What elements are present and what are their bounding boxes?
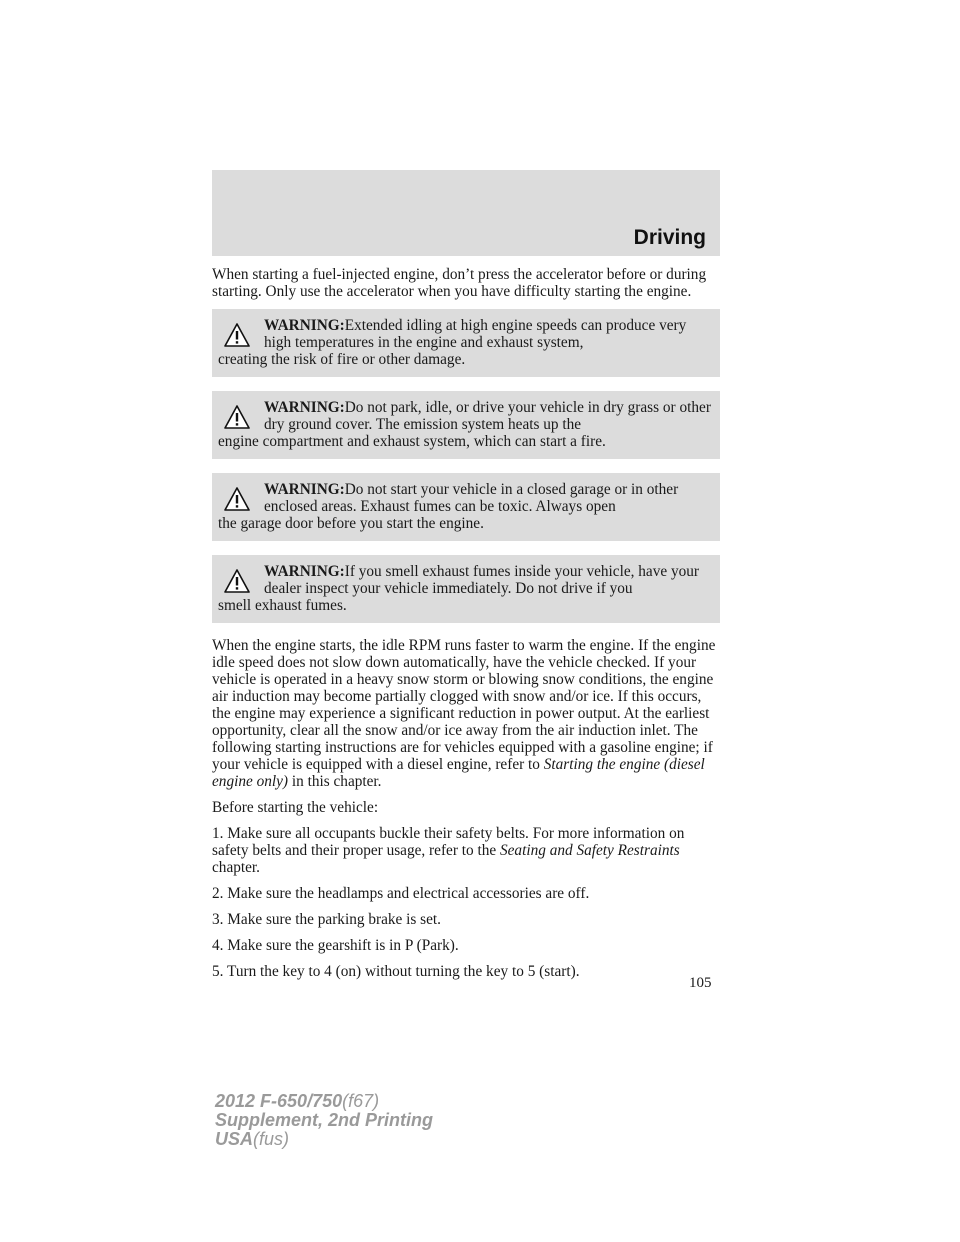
section-title: Driving <box>633 226 706 249</box>
warning-text: Do not start your vehicle in a closed garage or in other enclosed areas. Exhaust fumes can be toxic. Always open <box>264 481 679 515</box>
warning-text-continued: smell exhaust fumes. <box>218 597 347 614</box>
footer-supplement: Supplement, 2nd Printing <box>215 1110 434 1130</box>
warning-triangle-icon <box>224 569 250 593</box>
engine-start-paragraph: When the engine starts, the idle RPM runs faster to warm the engine. If the engine idle speed does not slow down automatically, have the vehicle checked. If your vehicle is operated in a heavy snow storm or blowing snow conditions, the engine air induction may become partially clogged with snow and/or ice. If this occurs, the engine may experience a significant reduction in power output. At the earliest opportunity, clear all the snow and/or ice away from the air induction inlet. The following starting instructions are for vehicles equipped with a gasoline engine; if your vehicle is equipped with a diesel engine, refer to Starting the engine (diesel engine only) in this chapter. <box>212 637 716 790</box>
footer-model-code: (f67) <box>342 1091 380 1111</box>
footer-region: USA <box>215 1129 254 1149</box>
warning-label: WARNING: <box>264 317 345 334</box>
warning-box-1 <box>212 309 720 377</box>
warning-label: WARNING: <box>264 563 345 580</box>
chapter-reference: Starting the engine (diesel engine only) <box>212 756 705 790</box>
warning-triangle-icon <box>224 405 250 429</box>
warning-label: WARNING: <box>264 399 345 416</box>
section-header-band <box>212 170 720 256</box>
step-1: 1. Make sure all occupants buckle their safety belts. For more information on safety belts and their proper usage, refer to the Seating and Safety Restraints chapter. <box>212 825 685 876</box>
step-4: 4. Make sure the gearshift is in P (Park). <box>212 937 459 954</box>
warning-triangle-icon <box>224 323 250 347</box>
page-number: 105 <box>689 975 712 991</box>
before-starting-heading: Before starting the vehicle: <box>212 799 379 816</box>
warning-label: WARNING: <box>264 481 345 498</box>
intro-paragraph: When starting a fuel-injected engine, don’t press the accelerator before or during starting. Only use the accelerator when you have difficulty starting the engine. <box>212 266 707 300</box>
footer-model: 2012 F-650/750 <box>215 1091 343 1111</box>
warning-triangle-icon <box>224 487 250 511</box>
warning-box-4 <box>212 555 720 623</box>
warning-text: Extended idling at high engine speeds can produce very high temperatures in the engine and exhaust system, <box>264 317 687 351</box>
step-3: 3. Make sure the parking brake is set. <box>212 911 441 928</box>
step-5: 5. Turn the key to 4 (on) without turning the key to 5 (start). <box>212 963 580 980</box>
warning-text-continued: the garage door before you start the engine. <box>218 515 484 532</box>
chapter-reference: Seating and Safety Restraints <box>499 842 680 859</box>
print-footer <box>215 1092 433 1149</box>
warning-text: If you smell exhaust fumes inside your vehicle, have your dealer inspect your vehicle immediately. Do not drive if you <box>264 563 700 597</box>
warning-box-2 <box>212 391 720 459</box>
page-content <box>212 266 720 989</box>
step-2: 2. Make sure the headlamps and electrical accessories are off. <box>212 885 590 902</box>
warning-box-3 <box>212 473 720 541</box>
footer-region-code: (fus) <box>253 1129 290 1149</box>
warning-text: Do not park, idle, or drive your vehicle in dry grass or other dry ground cover. The emission system heats up the <box>264 399 711 433</box>
warning-text-continued: creating the risk of fire or other damage. <box>218 351 466 368</box>
warning-text-continued: engine compartment and exhaust system, which can start a fire. <box>218 433 606 450</box>
